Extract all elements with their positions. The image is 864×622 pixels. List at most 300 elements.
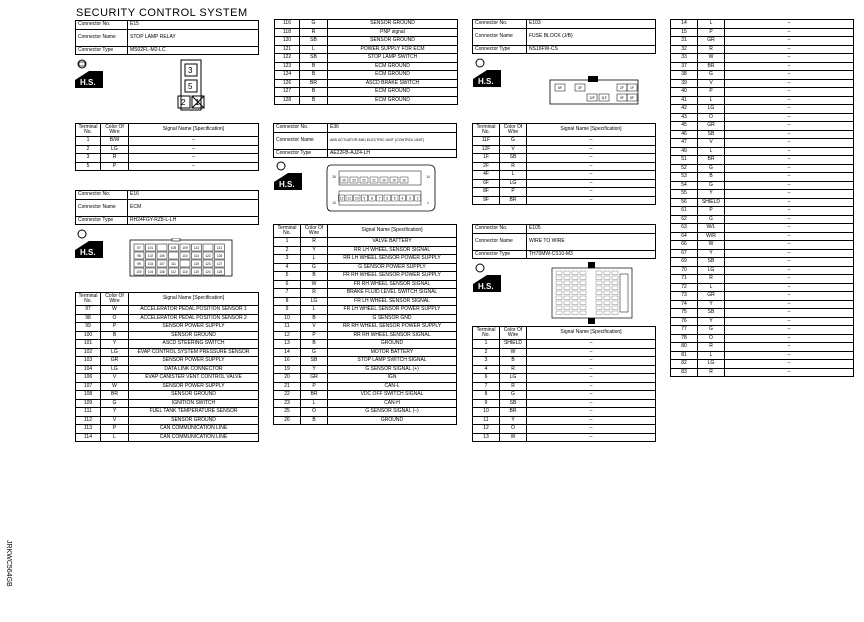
wire-color-cell: W/R [698, 232, 725, 241]
pin-label: 122 [205, 254, 211, 258]
table-row [473, 348, 656, 357]
e15-connector-name: STOP LAMP RELAY [128, 29, 259, 46]
terminal-no-cell: 2 [473, 348, 500, 357]
signal-name-cell: RR RH WHEEL SENSOR POWER SUPPLY [328, 323, 457, 332]
wire-color-cell: R [500, 382, 527, 391]
connector-no-label: Connector No. [76, 191, 128, 200]
terminal-no-cell: 7 [473, 382, 500, 391]
signal-name-cell: – [725, 343, 854, 352]
wire-color-cell: O [101, 314, 129, 323]
signal-name-cell: – [725, 224, 854, 233]
e105-info [472, 224, 656, 259]
terminal-no-cell: 25 [274, 408, 301, 417]
signal-name-cell: – [527, 357, 656, 366]
pin-label: 2 [416, 196, 419, 201]
terminal-no-cell: 62 [671, 215, 698, 224]
terminal-no-cell: 40 [671, 88, 698, 97]
table-row [76, 365, 259, 374]
pin-label: 8F [630, 96, 634, 100]
wire-color-cell: P [101, 323, 129, 332]
wire-color-cell: R [698, 275, 725, 284]
signal-name-cell: G SENSOR GND [328, 314, 457, 323]
signal-name-cell: – [725, 351, 854, 360]
wire-color-cell: R [500, 162, 527, 171]
pin-label: 99 [137, 262, 141, 266]
signal-name-cell: – [129, 162, 259, 171]
pin-label: 109 [182, 246, 188, 250]
table-row [76, 382, 259, 391]
signal-name-cell: GROUND [328, 416, 457, 425]
pin-label: 102 [147, 254, 154, 258]
table-row [671, 275, 854, 284]
terminal-no-cell: 74 [671, 300, 698, 309]
signal-name-cell: – [527, 433, 656, 442]
wire-color-cell: SB [698, 258, 725, 267]
pin-label: 108 [159, 270, 165, 274]
wire-color-cell: B [300, 88, 328, 97]
terminal-no-cell: 21 [274, 382, 301, 391]
table-row [671, 20, 854, 29]
signal-name-cell: – [725, 105, 854, 114]
wire-color-cell: Y [101, 408, 129, 417]
harness-side-icon [473, 262, 501, 292]
signal-name-cell: GROUND [328, 340, 457, 349]
terminal-no-cell: 37 [671, 62, 698, 71]
signal-name-cell: – [725, 292, 854, 301]
signal-name-cell: – [129, 145, 259, 154]
table-row [76, 314, 259, 323]
table-row [274, 365, 457, 374]
terminal-no-cell: 55 [671, 190, 698, 199]
pin-label: 106 [159, 254, 165, 258]
signal-name-cell: – [527, 399, 656, 408]
terminal-no-cell: 23 [274, 399, 301, 408]
signal-name-cell: – [725, 28, 854, 37]
wire-color-cell: LG [500, 374, 527, 383]
signal-name-cell: CAN-L [328, 382, 457, 391]
table-row [671, 190, 854, 199]
pin-label: 2F [620, 86, 624, 90]
signal-name-cell: ASCD STEERING SWITCH [129, 340, 259, 349]
e105-terminal-table [472, 326, 656, 442]
signal-name-cell: MOTOR BATTERY [328, 348, 457, 357]
terminal-no-cell: 73 [671, 292, 698, 301]
pin-label: 127 [216, 262, 223, 266]
table-row [76, 340, 259, 349]
table-row [473, 188, 656, 197]
terminal-no-cell: 72 [671, 283, 698, 292]
table-row [671, 88, 854, 97]
e103-terminal-table [472, 123, 656, 205]
table-row [76, 391, 259, 400]
table-row [76, 425, 259, 434]
wire-color-cell: R [300, 28, 328, 37]
e36-connector-name: ABS ACTUATOR AND ELECTRIC UNIT (CONTROL UNIT) [328, 132, 457, 149]
wire-color-cell: W [301, 280, 328, 289]
signal-name-cell: – [725, 37, 854, 46]
pin-label: 100 [136, 270, 142, 274]
signal-name-cell: – [527, 188, 656, 197]
pin-label: 7 [378, 196, 381, 201]
terminal-no-cell: 111 [76, 408, 101, 417]
table-row [671, 54, 854, 63]
table-row [671, 309, 854, 318]
terminal-no-header: Terminal No. [76, 124, 101, 137]
pin-label: 123 [205, 262, 211, 266]
signal-name-cell: CAN-H [328, 399, 457, 408]
signal-name-cell: – [725, 241, 854, 250]
wire-color-cell: L [301, 399, 328, 408]
wire-color-cell: BR [300, 79, 328, 88]
table-row [275, 88, 458, 97]
e16-info [75, 190, 259, 225]
wire-color-cell: R [698, 368, 725, 377]
wire-color-cell: Y [101, 340, 129, 349]
wire-color-cell: B [301, 272, 328, 281]
terminal-no-cell: 12 [274, 331, 301, 340]
terminal-no-cell: 45 [671, 122, 698, 131]
signal-name-cell: – [527, 408, 656, 417]
signal-name-cell: – [725, 156, 854, 165]
table-row [473, 416, 656, 425]
pin-label: 111 [171, 262, 176, 266]
wire-color-cell: W [101, 306, 129, 315]
terminal-no-cell: 120 [275, 37, 300, 46]
table-row [274, 340, 457, 349]
pin-label: 5 [188, 82, 193, 91]
signal-name-cell: FR LH WHEEL SENSOR POWER SUPPLY [328, 306, 457, 315]
terminal-no-cell: 64 [671, 232, 698, 241]
wire-color-cell: B [698, 173, 725, 182]
wire-color-cell: R [500, 365, 527, 374]
wire-color-cell: LG [500, 179, 527, 188]
signal-name-cell: ECM GROUND [328, 62, 458, 71]
terminal-no-cell: 63 [671, 224, 698, 233]
signal-name-cell: – [725, 266, 854, 275]
table-row [76, 323, 259, 332]
table-row [671, 207, 854, 216]
e16-terminal-table [75, 292, 259, 442]
wire-color-cell: P [101, 162, 129, 171]
wire-color-cell: Y [698, 317, 725, 326]
terminal-no-cell: 69 [671, 258, 698, 267]
wire-color-cell: L [698, 147, 725, 156]
pin-label: 22 [362, 178, 366, 183]
wire-color-cell: V [101, 416, 129, 425]
table-row [274, 272, 457, 281]
e103-connector-type: NS16FW-CS [527, 45, 656, 54]
terminal-no-cell: 2 [274, 246, 301, 255]
signal-name-cell: – [527, 154, 656, 163]
table-row [275, 54, 458, 63]
e36-hs-badge [274, 160, 302, 195]
terminal-no-cell: 66 [671, 241, 698, 250]
wire-color-cell: LG [698, 266, 725, 275]
table-row [473, 391, 656, 400]
wire-color-cell: B [301, 314, 328, 323]
table-row [76, 137, 259, 146]
signal-name-cell: FR RH WHEEL SENSOR SIGNAL [328, 280, 457, 289]
wire-color-cell: SB [500, 399, 527, 408]
table-row [76, 331, 259, 340]
e36-connector-no: E36 [328, 124, 457, 133]
signal-name-cell: G SENSOR SIGNAL (–) [328, 408, 457, 417]
color-header: Color Of Wire [500, 327, 527, 340]
signal-name-cell: EVAP CONTROL SYSTEM PRESSURE SENSOR [129, 348, 259, 357]
pin-label: 8 [371, 196, 373, 201]
terminal-no-cell: 70 [671, 266, 698, 275]
signal-name-cell: – [725, 368, 854, 377]
signal-name-cell: STOP LAMP SWITCH SIGNAL [328, 357, 457, 366]
wire-color-cell: G [698, 71, 725, 80]
signal-name-cell: BRAKE FLUID LEVEL SWITCH SIGNAL [328, 289, 457, 298]
table-row [473, 154, 656, 163]
pin-label: 1 [427, 201, 429, 205]
table-row [671, 283, 854, 292]
terminal-no-cell: 6F [473, 179, 500, 188]
e36-info [273, 123, 457, 158]
signal-name-cell: CAN COMMUNICATION LINE [129, 433, 259, 442]
signal-name-cell: – [725, 190, 854, 199]
e15-info-table [75, 20, 259, 55]
table-row [671, 249, 854, 258]
table-row [274, 263, 457, 272]
wire-color-cell: O [500, 425, 527, 434]
terminal-no-header: Terminal No. [473, 327, 500, 340]
wire-color-cell: W [500, 433, 527, 442]
terminal-no-cell: 124 [275, 71, 300, 80]
table-row [473, 382, 656, 391]
pin-label: 16 [402, 178, 406, 183]
table-row [671, 224, 854, 233]
terminal-no-cell: 126 [275, 79, 300, 88]
signal-name-cell: – [725, 258, 854, 267]
wire-color-cell: SB [698, 309, 725, 318]
terminal-no-cell: 83 [671, 368, 698, 377]
terminal-no-cell: 14 [671, 20, 698, 29]
table-row [671, 96, 854, 105]
connector-type-label: Connector Type [274, 149, 328, 158]
terminal-no-cell: 6 [274, 280, 301, 289]
e15-connector-face [172, 58, 212, 117]
table-row [473, 196, 656, 205]
signal-name-cell: – [527, 196, 656, 205]
signal-name-cell: – [725, 113, 854, 122]
terminal-no-cell: 3 [274, 255, 301, 264]
terminal-no-cell: 121 [275, 45, 300, 54]
table-row [274, 289, 457, 298]
table-row [671, 105, 854, 114]
table-row [274, 408, 457, 417]
signal-name-cell: – [725, 88, 854, 97]
terminal-no-cell: 9F [473, 196, 500, 205]
pin-label: 9F [620, 96, 624, 100]
signal-name-cell: – [725, 173, 854, 182]
signal-name-cell: – [725, 62, 854, 71]
table-row [274, 374, 457, 383]
e16-hs-badge [75, 228, 103, 263]
pin-label: 116 [182, 270, 188, 274]
terminal-no-cell: 6 [473, 374, 500, 383]
wire-color-cell: R [698, 343, 725, 352]
table-row [671, 164, 854, 173]
table-row [76, 416, 259, 425]
table-row [671, 360, 854, 369]
signal-name-cell: STOP LAMP SWITCH [328, 54, 458, 63]
signal-name-cell: – [725, 71, 854, 80]
signal-name-cell: DATA LINK CONNECTOR [129, 365, 259, 374]
terminal-no-cell: 4 [274, 263, 301, 272]
pin-label: 1F [630, 86, 634, 90]
wire-color-cell: G [300, 20, 328, 29]
signal-name-cell: – [527, 340, 656, 349]
table-row [671, 147, 854, 156]
signal-name-cell: – [725, 198, 854, 207]
table-row [275, 62, 458, 71]
wire-color-cell: BR [698, 62, 725, 71]
signal-name-cell: FR RH WHEEL SENSOR POWER SUPPLY [328, 272, 457, 281]
e16-terminal-table-cont [274, 19, 458, 105]
wire-color-cell: R [301, 238, 328, 247]
wire-color-cell: G [500, 137, 527, 146]
wire-color-cell: B [500, 357, 527, 366]
e36-connector-face [325, 163, 437, 218]
wire-color-cell: P [301, 331, 328, 340]
terminal-no-cell: 109 [76, 399, 101, 408]
wire-color-cell: V [500, 145, 527, 154]
pin-label: 5 [393, 196, 396, 201]
table-row [473, 179, 656, 188]
terminal-no-cell: 2 [76, 145, 101, 154]
hs-text: H.S. [279, 180, 295, 189]
terminal-no-cell: 19 [274, 365, 301, 374]
table-row [76, 154, 259, 163]
terminal-no-cell: 98 [76, 314, 101, 323]
wire-color-cell: BR [500, 408, 527, 417]
table-row [671, 79, 854, 88]
signal-name-cell: – [527, 425, 656, 434]
terminal-no-cell: 10 [473, 408, 500, 417]
table-row [76, 357, 259, 366]
signal-name-cell: IGN [328, 374, 457, 383]
signal-name-cell: G SENSOR SIGNAL (+) [328, 365, 457, 374]
wire-color-cell: R [101, 154, 129, 163]
wire-color-cell: LG [101, 348, 129, 357]
table-row [671, 130, 854, 139]
signal-name-cell: G SENSOR POWER SUPPLY [328, 263, 457, 272]
terminal-no-header: Terminal No. [473, 124, 500, 137]
pin-label: 126 [216, 254, 223, 258]
terminal-no-cell: 38 [671, 71, 698, 80]
wire-color-cell: LG [698, 105, 725, 114]
terminal-no-cell: 102 [76, 348, 101, 357]
terminal-no-cell: 10 [274, 314, 301, 323]
table-row [274, 399, 457, 408]
table-row [76, 433, 259, 442]
terminal-no-cell: 13 [274, 340, 301, 349]
wire-color-cell: G [698, 181, 725, 190]
signal-name-cell: – [725, 326, 854, 335]
wire-color-cell: GR [101, 357, 129, 366]
wire-color-cell: B [300, 62, 328, 71]
table-row [473, 399, 656, 408]
table-row [274, 255, 457, 264]
signal-name-cell: SENSOR POWER SUPPLY [129, 323, 259, 332]
terminal-no-cell: 5 [76, 162, 101, 171]
signal-name-cell: VALVE BATTERY [328, 238, 457, 247]
page-title: SECURITY CONTROL SYSTEM [76, 7, 248, 19]
wire-color-cell: G [698, 215, 725, 224]
hs-text: H.S. [80, 248, 96, 257]
table-row [76, 162, 259, 171]
pin-label: 3 [409, 196, 411, 201]
signal-name-cell: – [725, 300, 854, 309]
wire-color-cell: L [301, 255, 328, 264]
e103-info [472, 19, 656, 54]
terminal-no-cell: 128 [275, 96, 300, 105]
terminal-no-cell: 71 [671, 275, 698, 284]
wire-color-cell: B [300, 71, 328, 80]
signal-name-cell: ACCELERATOR PEDAL POSITION SENSOR 1 [129, 306, 259, 315]
table-row [671, 173, 854, 182]
connector-type-label: Connector Type [76, 216, 128, 225]
terminal-no-cell: 99 [76, 323, 101, 332]
wire-color-cell: LG [698, 360, 725, 369]
table-row [275, 96, 458, 105]
table-row [274, 314, 457, 323]
table-row [473, 408, 656, 417]
terminal-no-cell: 46 [671, 130, 698, 139]
terminal-no-cell: 100 [76, 331, 101, 340]
signal-name-cell: SENSOR GROUND [328, 20, 458, 29]
pin-label: 11 [347, 196, 351, 201]
table-row [671, 258, 854, 267]
pin-label: 103 [147, 262, 154, 266]
signal-name-cell: SENSOR GROUND [129, 331, 259, 340]
signal-name-cell: – [725, 45, 854, 54]
wire-color-cell: B [101, 331, 129, 340]
table-row [76, 408, 259, 417]
wire-color-cell: L [300, 45, 328, 54]
signal-name-cell: – [527, 365, 656, 374]
terminal-no-cell: 52 [671, 164, 698, 173]
terminal-no-cell: 108 [76, 391, 101, 400]
wire-color-cell: SB [500, 154, 527, 163]
table-row [671, 232, 854, 241]
connector-no-label: Connector No. [473, 225, 527, 234]
terminal-no-cell: 12F [473, 145, 500, 154]
pin-label: 19 [392, 178, 396, 183]
connector-no-label: Connector No. [274, 124, 328, 133]
signal-name-cell: SENSOR GROUND [328, 37, 458, 46]
wire-color-cell: G [301, 348, 328, 357]
color-header: Color Of Wire [101, 293, 129, 306]
pin-label: 107 [159, 262, 165, 266]
signal-name-cell: – [527, 179, 656, 188]
table-row [274, 348, 457, 357]
table-row [671, 198, 854, 207]
drawing-code: JRKWC564GB [5, 540, 12, 587]
table-row [671, 113, 854, 122]
table-row [473, 171, 656, 180]
table-row [473, 365, 656, 374]
pin-label: 23 [352, 178, 356, 183]
wire-color-cell: LG [301, 297, 328, 306]
terminal-no-cell: 20 [274, 374, 301, 383]
terminal-no-cell: 114 [76, 433, 101, 442]
signal-name-cell: IGNITION SWITCH [129, 399, 259, 408]
hs-text: H.S. [80, 78, 96, 87]
